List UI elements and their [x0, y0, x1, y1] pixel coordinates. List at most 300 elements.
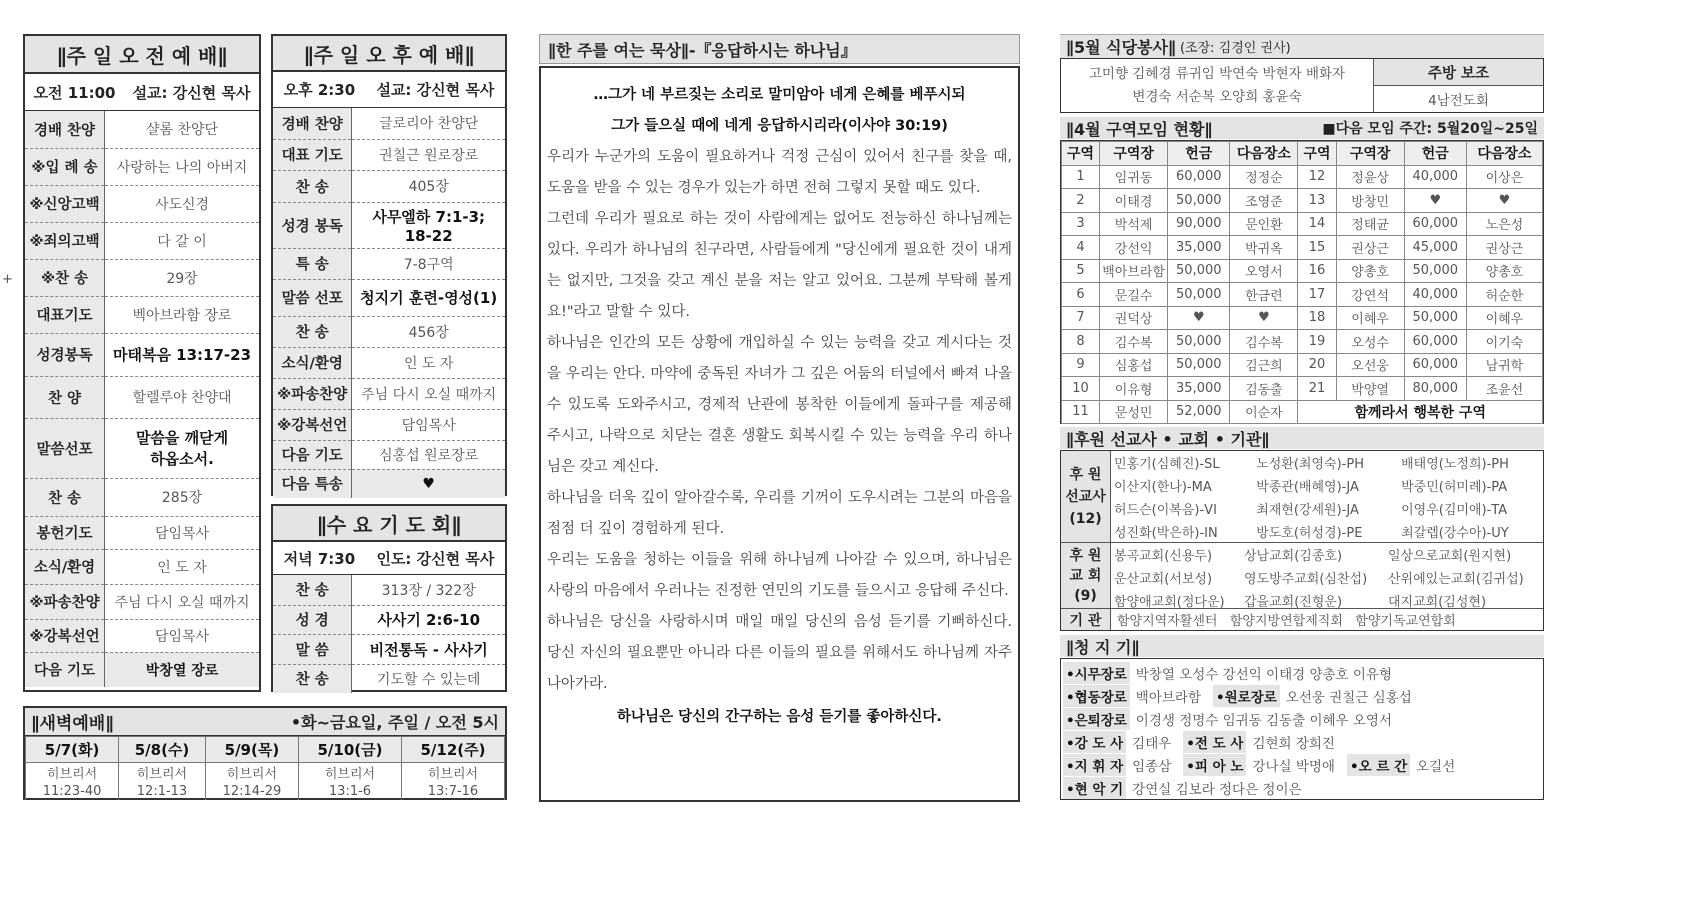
missionaries-label: 후 원 선교사 (12)	[1061, 451, 1111, 542]
missionaries-section	[1061, 451, 1543, 543]
am-service-title: ∥주 일 오 전 예 배∥	[25, 36, 259, 74]
church-cell: 대지교회(김성현)	[1387, 595, 1487, 610]
missions-title: ∥후원 선교사 • 교회 • 기관∥	[1066, 429, 1270, 449]
groups-header-cell: 구역	[1298, 142, 1336, 166]
missionary-cell: 박중민(허미례)-PA	[1401, 480, 1508, 495]
kitchen-title: ∥5월 식당봉사∥	[1066, 38, 1176, 57]
groups-header-cell: 구역장	[1100, 142, 1168, 166]
meditation-title-bar	[539, 34, 1020, 64]
wed-service-title: ∥수 요 기 도 회∥	[273, 506, 505, 542]
groups-row	[1062, 212, 1543, 236]
dawn-schedule-table	[25, 736, 505, 800]
pm-order-label: 경배 찬양	[273, 108, 352, 139]
steward-row	[1063, 753, 1541, 776]
groups-cell: 60,000	[1404, 353, 1466, 377]
groups-cell: 조윤선	[1466, 377, 1542, 401]
am-order-value: 할렐루야 찬양대	[105, 376, 259, 418]
groups-cell: 박양열	[1336, 377, 1404, 401]
wed-order-label: 성 경	[273, 605, 352, 634]
missions-box	[1060, 450, 1544, 631]
steward-names: 오선웅 권칠근 심홍섭	[1285, 689, 1412, 706]
dawn-book: 히브리서	[205, 763, 298, 783]
groups-cell: 정정순	[1230, 165, 1298, 189]
groups-cell: 권덕상	[1100, 306, 1168, 330]
groups-cell: 이혜우	[1336, 306, 1404, 330]
groups-cell: 17	[1298, 283, 1336, 307]
groups-cell: 임귀동	[1100, 165, 1168, 189]
kitchen-header	[1060, 34, 1544, 58]
am-sermon: 설교: 강신현 목사	[132, 83, 251, 102]
groups-cell: 60,000	[1404, 212, 1466, 236]
am-order-value: 벡아브라함 장로	[105, 296, 259, 333]
wed-order-value: 사사기 2:6-10	[352, 605, 505, 634]
meditation-box	[539, 66, 1020, 802]
church-row	[1111, 566, 1543, 589]
pm-service-box	[271, 34, 507, 496]
wed-order-value: 313장 / 322장	[352, 575, 505, 605]
missionary-cell: 박종관(배혜영)-JA	[1256, 480, 1359, 495]
groups-cell: 조영준	[1230, 189, 1298, 213]
groups-header-cell: 헌금	[1168, 142, 1230, 166]
pm-order-label: 다음 특송	[273, 469, 352, 498]
groups-cell: 60,000	[1404, 330, 1466, 354]
missionary-cell: 이영우(김미애)-TA	[1401, 503, 1508, 518]
am-service-time-row	[25, 74, 259, 111]
stewards-list	[1063, 661, 1541, 799]
groups-row	[1062, 400, 1543, 424]
groups-cell: 노은성	[1466, 212, 1542, 236]
groups-cell: 정태균	[1336, 212, 1404, 236]
groups-header-cell: 헌금	[1404, 142, 1466, 166]
groups-cell: 문길수	[1100, 283, 1168, 307]
groups-cell: 이유형	[1100, 377, 1168, 401]
am-order-value: 담임목사	[105, 619, 259, 652]
groups-cell: 60,000	[1168, 165, 1230, 189]
church-cell: 봉곡교회(신용두)	[1114, 549, 1213, 564]
groups-cell: 박귀옥	[1230, 236, 1298, 260]
wed-order-row	[273, 664, 505, 693]
am-order-label: ※찬 송	[25, 259, 105, 296]
steward-names: 김태우	[1132, 735, 1172, 752]
dawn-note: •화~금요일, 주일 / 오전 5시	[290, 713, 499, 732]
groups-cell: 권상근	[1336, 236, 1404, 260]
missionary-cell: 배태영(노정희)-PH	[1401, 457, 1509, 472]
dawn-ref: 12:14-29	[205, 782, 298, 800]
groups-cell: 이상은	[1466, 165, 1542, 189]
groups-cell: 50,000	[1404, 306, 1466, 330]
groups-cell: ♥	[1466, 189, 1542, 213]
pm-order-row	[273, 469, 505, 498]
groups-cell: ♥	[1230, 306, 1298, 330]
groups-header-cell: 다음장소	[1466, 142, 1542, 166]
groups-cell: 권상근	[1466, 236, 1542, 260]
groups-cell: 50,000	[1168, 189, 1230, 213]
missionary-cell: 노성환(최영숙)-PH	[1256, 457, 1364, 472]
dawn-ref: 11:23-40	[26, 782, 119, 800]
kitchen-members-line2: 변경숙 서순복 오양희 홍윤숙	[1132, 88, 1302, 105]
groups-cell: 방창민	[1336, 189, 1404, 213]
am-order-label: 성경봉독	[25, 333, 105, 376]
dawn-book: 히브리서	[401, 763, 504, 783]
pm-service-time-row	[273, 72, 505, 108]
pm-order-value: 405장	[352, 170, 505, 202]
dawn-book: 히브리서	[119, 763, 206, 783]
missionary-cell: 허드슨(이복음)-VI	[1114, 503, 1217, 518]
churches-section	[1061, 543, 1543, 609]
dawn-day: 5/10(금)	[299, 737, 402, 763]
groups-cell: ♥	[1404, 189, 1466, 213]
wed-service-time-row	[273, 542, 505, 575]
groups-cell: 8	[1062, 330, 1100, 354]
groups-row	[1062, 330, 1543, 354]
groups-header-cell: 구역	[1062, 142, 1100, 166]
groups-cell: 18	[1298, 306, 1336, 330]
groups-row	[1062, 283, 1543, 307]
groups-row	[1062, 353, 1543, 377]
pm-order-row	[273, 409, 505, 440]
groups-cell: 50,000	[1404, 259, 1466, 283]
dawn-books-row	[26, 763, 505, 783]
dawn-days-row	[26, 737, 505, 763]
groups-cell: 52,000	[1168, 400, 1230, 424]
meditation-paragraph: 우리는 도움을 청하는 이들을 위해 하나님께 나아갈 수 있으며, 하나님은 사랑의 마음에서 우러나는 진정한 연민의 기도를 들으시고 응답해 주신다.	[547, 552, 1012, 599]
groups-row	[1062, 165, 1543, 189]
am-order-label: 경배 찬양	[25, 111, 105, 148]
missionary-cell: 방도호(허성경)-PE	[1256, 526, 1363, 541]
pm-order-row	[273, 316, 505, 347]
groups-cell: 3	[1062, 212, 1100, 236]
steward-row	[1063, 684, 1541, 707]
am-order-value: 285장	[105, 478, 259, 516]
dawn-header	[25, 708, 505, 736]
am-order-label: ※죄의고백	[25, 222, 105, 259]
steward-names: 임종삼	[1132, 758, 1172, 775]
groups-cell: 강선익	[1100, 236, 1168, 260]
groups-cell: 문인환	[1230, 212, 1298, 236]
groups-cell: 13	[1298, 189, 1336, 213]
am-order-row	[25, 584, 259, 619]
groups-cell: 박석제	[1100, 212, 1168, 236]
am-order-row	[25, 148, 259, 185]
steward-role: •시무장로	[1063, 662, 1130, 684]
stewards-header	[1060, 635, 1544, 657]
steward-names: 박창열 오성수 강선익 이태경 양총호 이유형	[1135, 666, 1392, 683]
pm-service-title: ∥주 일 오 후 예 배∥	[273, 36, 505, 72]
groups-header-cell: 다음장소	[1230, 142, 1298, 166]
church-cell: 일상으로교회(원지현)	[1387, 549, 1512, 564]
am-order-label: 찬 양	[25, 376, 105, 418]
dawn-service-box	[23, 706, 507, 800]
groups-cell: 오선웅	[1336, 353, 1404, 377]
churches-table	[1111, 543, 1543, 612]
pm-order-row	[273, 139, 505, 170]
wed-order-label: 찬 송	[273, 575, 352, 605]
groups-next: ■다음 모임 주간: 5월20일~25일	[1322, 121, 1538, 137]
wed-order-row	[273, 605, 505, 634]
kitchen-assist	[1374, 59, 1543, 112]
groups-cell: 21	[1298, 377, 1336, 401]
church-cell: 운산교회(서보성)	[1114, 572, 1213, 587]
meditation-paragraph: 그런데 우리가 필요로 하는 것이 사람에게는 없어도 전능하신 하나님께는 있다. 우리가 하나님의 친구라면, 사람들에게 "당신에게 필요한 것이 내게는 없지만, 그것을 갖고 계신 분을 저는 알고 있어요. 그분께 부탁해 볼게요!"라고 말할 수 있다.	[547, 211, 1012, 320]
am-order-row	[25, 296, 259, 333]
meditation-body	[547, 142, 1012, 700]
am-order-label: 대표기도	[25, 296, 105, 333]
am-order-value: 다 갈 이	[105, 222, 259, 259]
pm-order-label: ※파송찬양	[273, 378, 352, 409]
dawn-title: ∥새벽예배∥	[31, 714, 114, 734]
meditation-verse-line2: 그가 들으실 때에 네게 응답하시리라(이사야 30:19)	[611, 118, 948, 134]
am-order-label: 다음 기도	[25, 652, 105, 687]
am-order-label: 소식/환영	[25, 549, 105, 584]
groups-cell: 20	[1298, 353, 1336, 377]
meditation-title: ∥한 주를 여는 묵상∥-『응답하시는 하나님』	[548, 40, 857, 60]
groups-row	[1062, 189, 1543, 213]
am-order-label: ※입 례 송	[25, 148, 105, 185]
am-time: 오전 11:00	[33, 83, 116, 102]
am-order-value: 담임목사	[105, 516, 259, 549]
dawn-book: 히브리서	[26, 763, 119, 783]
groups-cell: 2	[1062, 189, 1100, 213]
steward-role: •원로장로	[1213, 685, 1280, 707]
missionary-cell: 최갈렙(강수아)-UY	[1401, 526, 1509, 541]
meditation-paragraph: 하나님을 더욱 깊이 알아갈수록, 우리를 기꺼이 도우시려는 그분의 마음을 점점 더 깊이 경험하게 된다.	[547, 490, 1012, 537]
pm-order-value: 담임목사	[352, 409, 505, 440]
groups-cell: 김수복	[1230, 330, 1298, 354]
groups-cell: 강연석	[1336, 283, 1404, 307]
groups-cell: 양총호	[1466, 259, 1542, 283]
groups-cell: 10	[1062, 377, 1100, 401]
am-order-row	[25, 549, 259, 584]
am-order-table	[25, 111, 259, 687]
dawn-book: 히브리서	[299, 763, 402, 783]
church-row	[1111, 543, 1543, 566]
steward-role: •지 휘 자	[1063, 754, 1126, 776]
dawn-day: 5/7(화)	[26, 737, 119, 763]
stewards-box	[1060, 658, 1544, 800]
groups-cell: 이태경	[1100, 189, 1168, 213]
meditation-verse-line1: …그가 네 부르짖는 소리로 말미암아 네게 은혜를 베푸시되	[593, 87, 966, 103]
dawn-day: 5/9(목)	[205, 737, 298, 763]
am-order-value: 29장	[105, 259, 259, 296]
groups-header-cell: 구역장	[1336, 142, 1404, 166]
pm-order-value: 권칠근 원로장로	[352, 139, 505, 170]
am-order-row	[25, 333, 259, 376]
steward-row	[1063, 661, 1541, 684]
church-cell: 상남교회(김종호)	[1243, 549, 1343, 564]
pm-order-label: 소식/환영	[273, 347, 352, 378]
groups-cell: 한금련	[1230, 283, 1298, 307]
am-order-value: 박창열 장로	[105, 652, 259, 687]
wed-order-table	[273, 575, 505, 693]
am-order-row	[25, 418, 259, 478]
wed-leader: 인도: 강신현 목사	[376, 549, 495, 568]
pm-order-value: 글로리아 찬양단	[352, 108, 505, 139]
steward-names: 강나실 박명애	[1252, 758, 1335, 775]
groups-cell: 11	[1062, 400, 1100, 424]
missionary-row	[1111, 497, 1543, 520]
pm-order-label: 대표 기도	[273, 139, 352, 170]
groups-box	[1060, 140, 1544, 424]
pm-order-value: 456장	[352, 316, 505, 347]
pm-order-row	[273, 378, 505, 409]
wed-order-label: 말 씀	[273, 634, 352, 664]
groups-cell: 12	[1298, 165, 1336, 189]
pm-sermon: 설교: 강신현 목사	[376, 81, 495, 99]
missionaries-table	[1111, 451, 1543, 543]
steward-role: •현 악 기	[1063, 777, 1126, 799]
pm-order-row	[273, 248, 505, 279]
pm-time: 오후 2:30	[283, 81, 356, 99]
steward-names: 이경생 정명수 임귀동 김동출 이혜우 오영서	[1135, 712, 1392, 729]
dawn-day: 5/8(수)	[119, 737, 206, 763]
groups-cell: 이기숙	[1466, 330, 1542, 354]
groups-cell: 90,000	[1168, 212, 1230, 236]
missions-header	[1060, 427, 1544, 449]
groups-row	[1062, 306, 1543, 330]
kitchen-assist-value: 4남전도회	[1428, 93, 1489, 109]
kitchen-members	[1061, 59, 1374, 112]
wed-service-box	[271, 504, 507, 692]
pm-order-value: 7-8구역	[352, 248, 505, 279]
wed-order-row	[273, 575, 505, 605]
groups-cell: 김근희	[1230, 353, 1298, 377]
pm-order-label: 찬 송	[273, 170, 352, 202]
am-order-value: 주님 다시 오실 때까지	[105, 584, 259, 619]
am-order-label: ※신앙고백	[25, 185, 105, 222]
am-order-row	[25, 516, 259, 549]
pm-order-row	[273, 108, 505, 139]
missionary-cell: 이산지(한나)-MA	[1114, 480, 1212, 495]
steward-role: •은퇴장로	[1063, 708, 1130, 730]
steward-names: 백아브라함	[1135, 689, 1202, 706]
am-service-box	[23, 34, 261, 692]
groups-cell: 50,000	[1168, 283, 1230, 307]
pm-order-label: ※강복선언	[273, 409, 352, 440]
groups-cell: 45,000	[1404, 236, 1466, 260]
groups-cell: 심홍섭	[1100, 353, 1168, 377]
pm-order-value: 심홍섭 원로장로	[352, 440, 505, 469]
am-order-label: 봉헌기도	[25, 516, 105, 549]
am-order-row	[25, 259, 259, 296]
orgs-list: 함양지역자활센터 함양지방연합제직회 함양기독교연합회	[1117, 614, 1456, 629]
am-order-label: ※파송찬양	[25, 584, 105, 619]
pm-order-value: 인 도 자	[352, 347, 505, 378]
groups-cell: 5	[1062, 259, 1100, 283]
am-order-row	[25, 222, 259, 259]
stewards-title: ∥청 지 기∥	[1066, 637, 1140, 657]
pm-order-value: ♥	[352, 469, 505, 498]
groups-table	[1061, 141, 1543, 424]
am-order-label: ※강복선언	[25, 619, 105, 652]
groups-cell: 양총호	[1336, 259, 1404, 283]
missionary-row	[1111, 474, 1543, 497]
steward-role: •협동장로	[1063, 685, 1130, 707]
groups-cell: 김수복	[1100, 330, 1168, 354]
pm-order-value: 청지기 훈련-영성(1)	[352, 279, 505, 316]
groups-cell: 14	[1298, 212, 1336, 236]
groups-cell: 50,000	[1168, 259, 1230, 283]
missionary-cell: 민홍기(심혜진)-SL	[1114, 457, 1220, 472]
steward-names: 강연실 김보라 정다은 정이은	[1132, 781, 1302, 798]
dawn-ref: 13:7-16	[401, 782, 504, 800]
meditation-paragraph: 우리가 누군가의 도움이 필요하거나 걱정 근심이 있어서 친구를 찾을 때, 도움을 받을 수 있는 경우가 있는가 하면 전혀 그렇지 못할 때도 있다.	[547, 149, 1012, 196]
steward-role: •피 아 노	[1183, 754, 1246, 776]
wed-order-label: 찬 송	[273, 664, 352, 693]
kitchen-leader: (조장: 김경인 권사)	[1179, 41, 1291, 56]
am-order-value: 샬롬 찬양단	[105, 111, 259, 148]
kitchen-members-line1: 고미향 김혜경 류귀임 박연숙 박현자 배화자	[1088, 65, 1346, 82]
pm-order-label: 말씀 선포	[273, 279, 352, 316]
groups-cell: 오성수	[1336, 330, 1404, 354]
dawn-day: 5/12(주)	[401, 737, 504, 763]
orgs-label: 기 관	[1061, 609, 1111, 630]
meditation-paragraph: 하나님은 인간의 모든 상황에 개입하실 수 있는 능력을 갖고 계시다는 것을 우리는 안다. 마약에 중독된 자녀가 그 깊은 어둠의 터널에서 빠져 나올 수 있도록 도와주시고, 경제적 난관에 봉착한 이들에게 돌파구를 제공해 주시고, 나락으로 치닫는 결혼 생활도 회복시킬 수 있는 능력을 우리 하나님은 갖고 계신다.	[547, 335, 1012, 475]
groups-row	[1062, 236, 1543, 260]
groups-header	[1060, 117, 1544, 139]
pm-order-value: 주님 다시 오실 때까지	[352, 378, 505, 409]
groups-cell: 허순한	[1466, 283, 1542, 307]
meditation-paragraph: 하나님은 당신을 사랑하시며 매일 매일 당신의 음성 듣기를 기뻐하신다. 당신 자신의 필요뿐만 아니라 다른 이들의 필요를 위해서도 하나님께 자주 나아가라.	[547, 614, 1012, 692]
wed-order-value: 비전통독 - 사사기	[352, 634, 505, 664]
groups-cell: 7	[1062, 306, 1100, 330]
church-cell: 함양애교회(정다운)	[1114, 595, 1225, 610]
groups-cell: 문성민	[1100, 400, 1168, 424]
church-cell: 갑을교회(진형운)	[1243, 595, 1343, 610]
page-marker: +	[2, 272, 13, 287]
steward-row	[1063, 707, 1541, 730]
am-order-label: 말씀선포	[25, 418, 105, 478]
pm-order-label: 다음 기도	[273, 440, 352, 469]
dawn-refs-row	[26, 782, 505, 800]
pm-order-row	[273, 279, 505, 316]
am-order-row	[25, 652, 259, 687]
am-order-value: 인 도 자	[105, 549, 259, 584]
groups-cell: 남귀학	[1466, 353, 1542, 377]
groups-cell: 오영서	[1230, 259, 1298, 283]
am-order-value: 사도신경	[105, 185, 259, 222]
pm-order-label: 성경 봉독	[273, 202, 352, 248]
dawn-ref: 12:1-13	[119, 782, 206, 800]
groups-cell: 정윤상	[1336, 165, 1404, 189]
pm-order-row	[273, 202, 505, 248]
groups-title: ∥4월 구역모임 현황∥	[1066, 119, 1213, 139]
wed-order-value: 기도할 수 있는데	[376, 671, 481, 688]
am-order-row	[25, 111, 259, 148]
pm-order-label: 찬 송	[273, 316, 352, 347]
groups-cell: 50,000	[1168, 330, 1230, 354]
am-order-value: 사랑하는 나의 아버지	[105, 148, 259, 185]
groups-cell: 김동출	[1230, 377, 1298, 401]
groups-cell: 35,000	[1168, 236, 1230, 260]
churches-label: 후 원 교 회 (9)	[1061, 543, 1111, 608]
groups-cell: 50,000	[1168, 353, 1230, 377]
groups-cell: 40,000	[1404, 165, 1466, 189]
wed-time: 저녁 7:30	[283, 549, 356, 568]
church-cell: 산위에있는교회(김귀섭)	[1387, 572, 1524, 587]
groups-header-row	[1062, 142, 1543, 166]
groups-cell: 백아브라함	[1100, 259, 1168, 283]
am-order-value: 말씀을 깨닫게 하옵소서.	[105, 418, 259, 478]
missionary-cell: 최재현(강세원)-JA	[1256, 503, 1359, 518]
pm-order-row	[273, 347, 505, 378]
am-order-label: 찬 송	[25, 478, 105, 516]
pm-order-row	[273, 170, 505, 202]
missionary-row	[1111, 520, 1543, 543]
am-order-value: 마태복음 13:17-23	[105, 333, 259, 376]
steward-row	[1063, 730, 1541, 753]
groups-cell: 1	[1062, 165, 1100, 189]
am-order-row	[25, 619, 259, 652]
